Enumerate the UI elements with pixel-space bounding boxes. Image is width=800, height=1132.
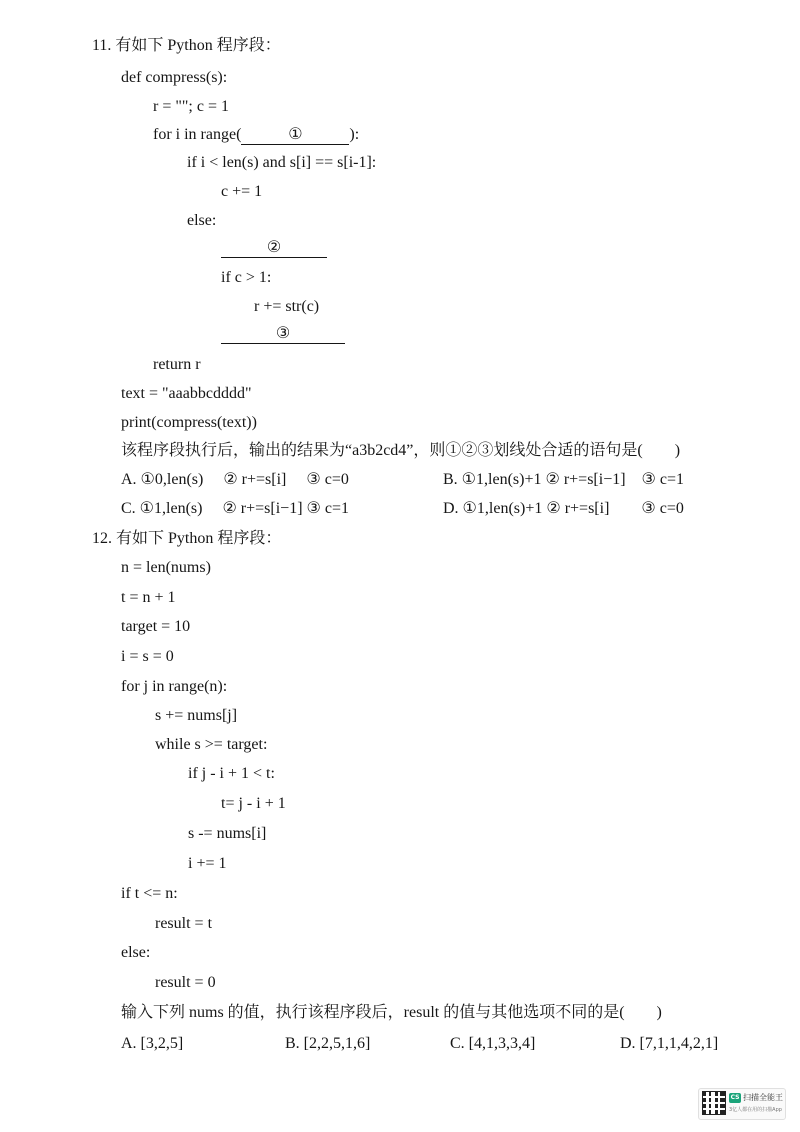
q12-code-line: t= j - i + 1: [221, 795, 286, 812]
q11-code-line: r += str(c): [254, 298, 320, 315]
q12-code-line: for j in range(n):: [121, 678, 228, 695]
q11-blank-3: ③: [221, 325, 345, 344]
q12-code-line: i = s = 0: [121, 648, 174, 665]
watermark-subtitle: 3亿人都在用的扫描App: [729, 1107, 782, 1113]
q12-code-line: s -= nums[i]: [188, 825, 267, 842]
q11-code-line: [221, 324, 345, 344]
q12-code-line: while s >= target:: [155, 736, 268, 753]
q11-code-line: if c > 1:: [221, 269, 272, 286]
q11-code-line: text = "aaabbcdddd": [121, 385, 252, 402]
q12-code-line: s += nums[j]: [155, 707, 238, 724]
q11-code-line: return r: [153, 356, 201, 373]
q11-code-line: else:: [187, 212, 217, 229]
qr-code-icon: [703, 1092, 725, 1114]
q11-blank-2: ②: [221, 239, 327, 258]
q12-code-line: target = 10: [121, 618, 191, 635]
q12-code-line: if j - i + 1 < t:: [188, 765, 275, 782]
q11-option-c: C. ①1,len(s) ② r+=s[i−1] ③ c=1: [121, 500, 349, 517]
q11-code-for: for i in range(: [153, 126, 242, 143]
q12-code-line: t = n + 1: [121, 589, 176, 606]
q12-question: 输入下列 nums 的值，执行该程序段后，result 的值与其他选项不同的是( ): [121, 1004, 662, 1021]
q12-code-line: result = t: [155, 915, 213, 932]
q11-code-line: [221, 238, 327, 258]
q11-code-for-end: ):: [349, 126, 360, 143]
q12-code-line: if t <= n:: [121, 885, 178, 902]
q12-option-d: D. [7,1,1,4,2,1]: [620, 1035, 719, 1052]
q12-code-line: else:: [121, 944, 151, 961]
q12-code-line: result = 0: [155, 974, 216, 991]
q11-question: 该程序段执行后，输出的结果为“a3b2cd4”，则①②③划线处合适的语句是( ): [121, 442, 681, 459]
q11-code-line: c += 1: [221, 183, 263, 200]
q12-code-line: i += 1: [188, 855, 227, 872]
q12-code-line: n = len(nums): [121, 559, 211, 576]
camscanner-logo: CS: [730, 1094, 740, 1101]
q11-option-d: D. ①1,len(s)+1 ② r+=s[i] ③ c=0: [443, 500, 684, 517]
q12-title: 12. 有如下 Python 程序段：: [92, 530, 282, 547]
scanner-watermark: [698, 1088, 786, 1120]
q11-code-line: [153, 125, 359, 145]
q11-blank-1: ①: [241, 126, 349, 145]
q11-code-line: r = ""; c = 1: [153, 98, 229, 115]
q12-option-a: A. [3,2,5]: [121, 1035, 184, 1052]
q11-code-line: print(compress(text)): [121, 414, 257, 431]
q11-code-line: def compress(s):: [121, 69, 228, 86]
q11-option-b: B. ①1,len(s)+1 ② r+=s[i−1] ③ c=1: [443, 471, 685, 488]
q11-option-a: A. ①0,len(s) ② r+=s[i] ③ c=0: [121, 471, 349, 488]
q11-title: 11. 有如下 Python 程序段：: [92, 37, 281, 54]
q12-option-c: C. [4,1,3,3,4]: [450, 1035, 536, 1052]
watermark-title: 扫描全能王: [743, 1093, 783, 1102]
q12-option-b: B. [2,2,5,1,6]: [285, 1035, 371, 1052]
q11-code-line: if i < len(s) and s[i] == s[i-1]:: [187, 154, 377, 171]
